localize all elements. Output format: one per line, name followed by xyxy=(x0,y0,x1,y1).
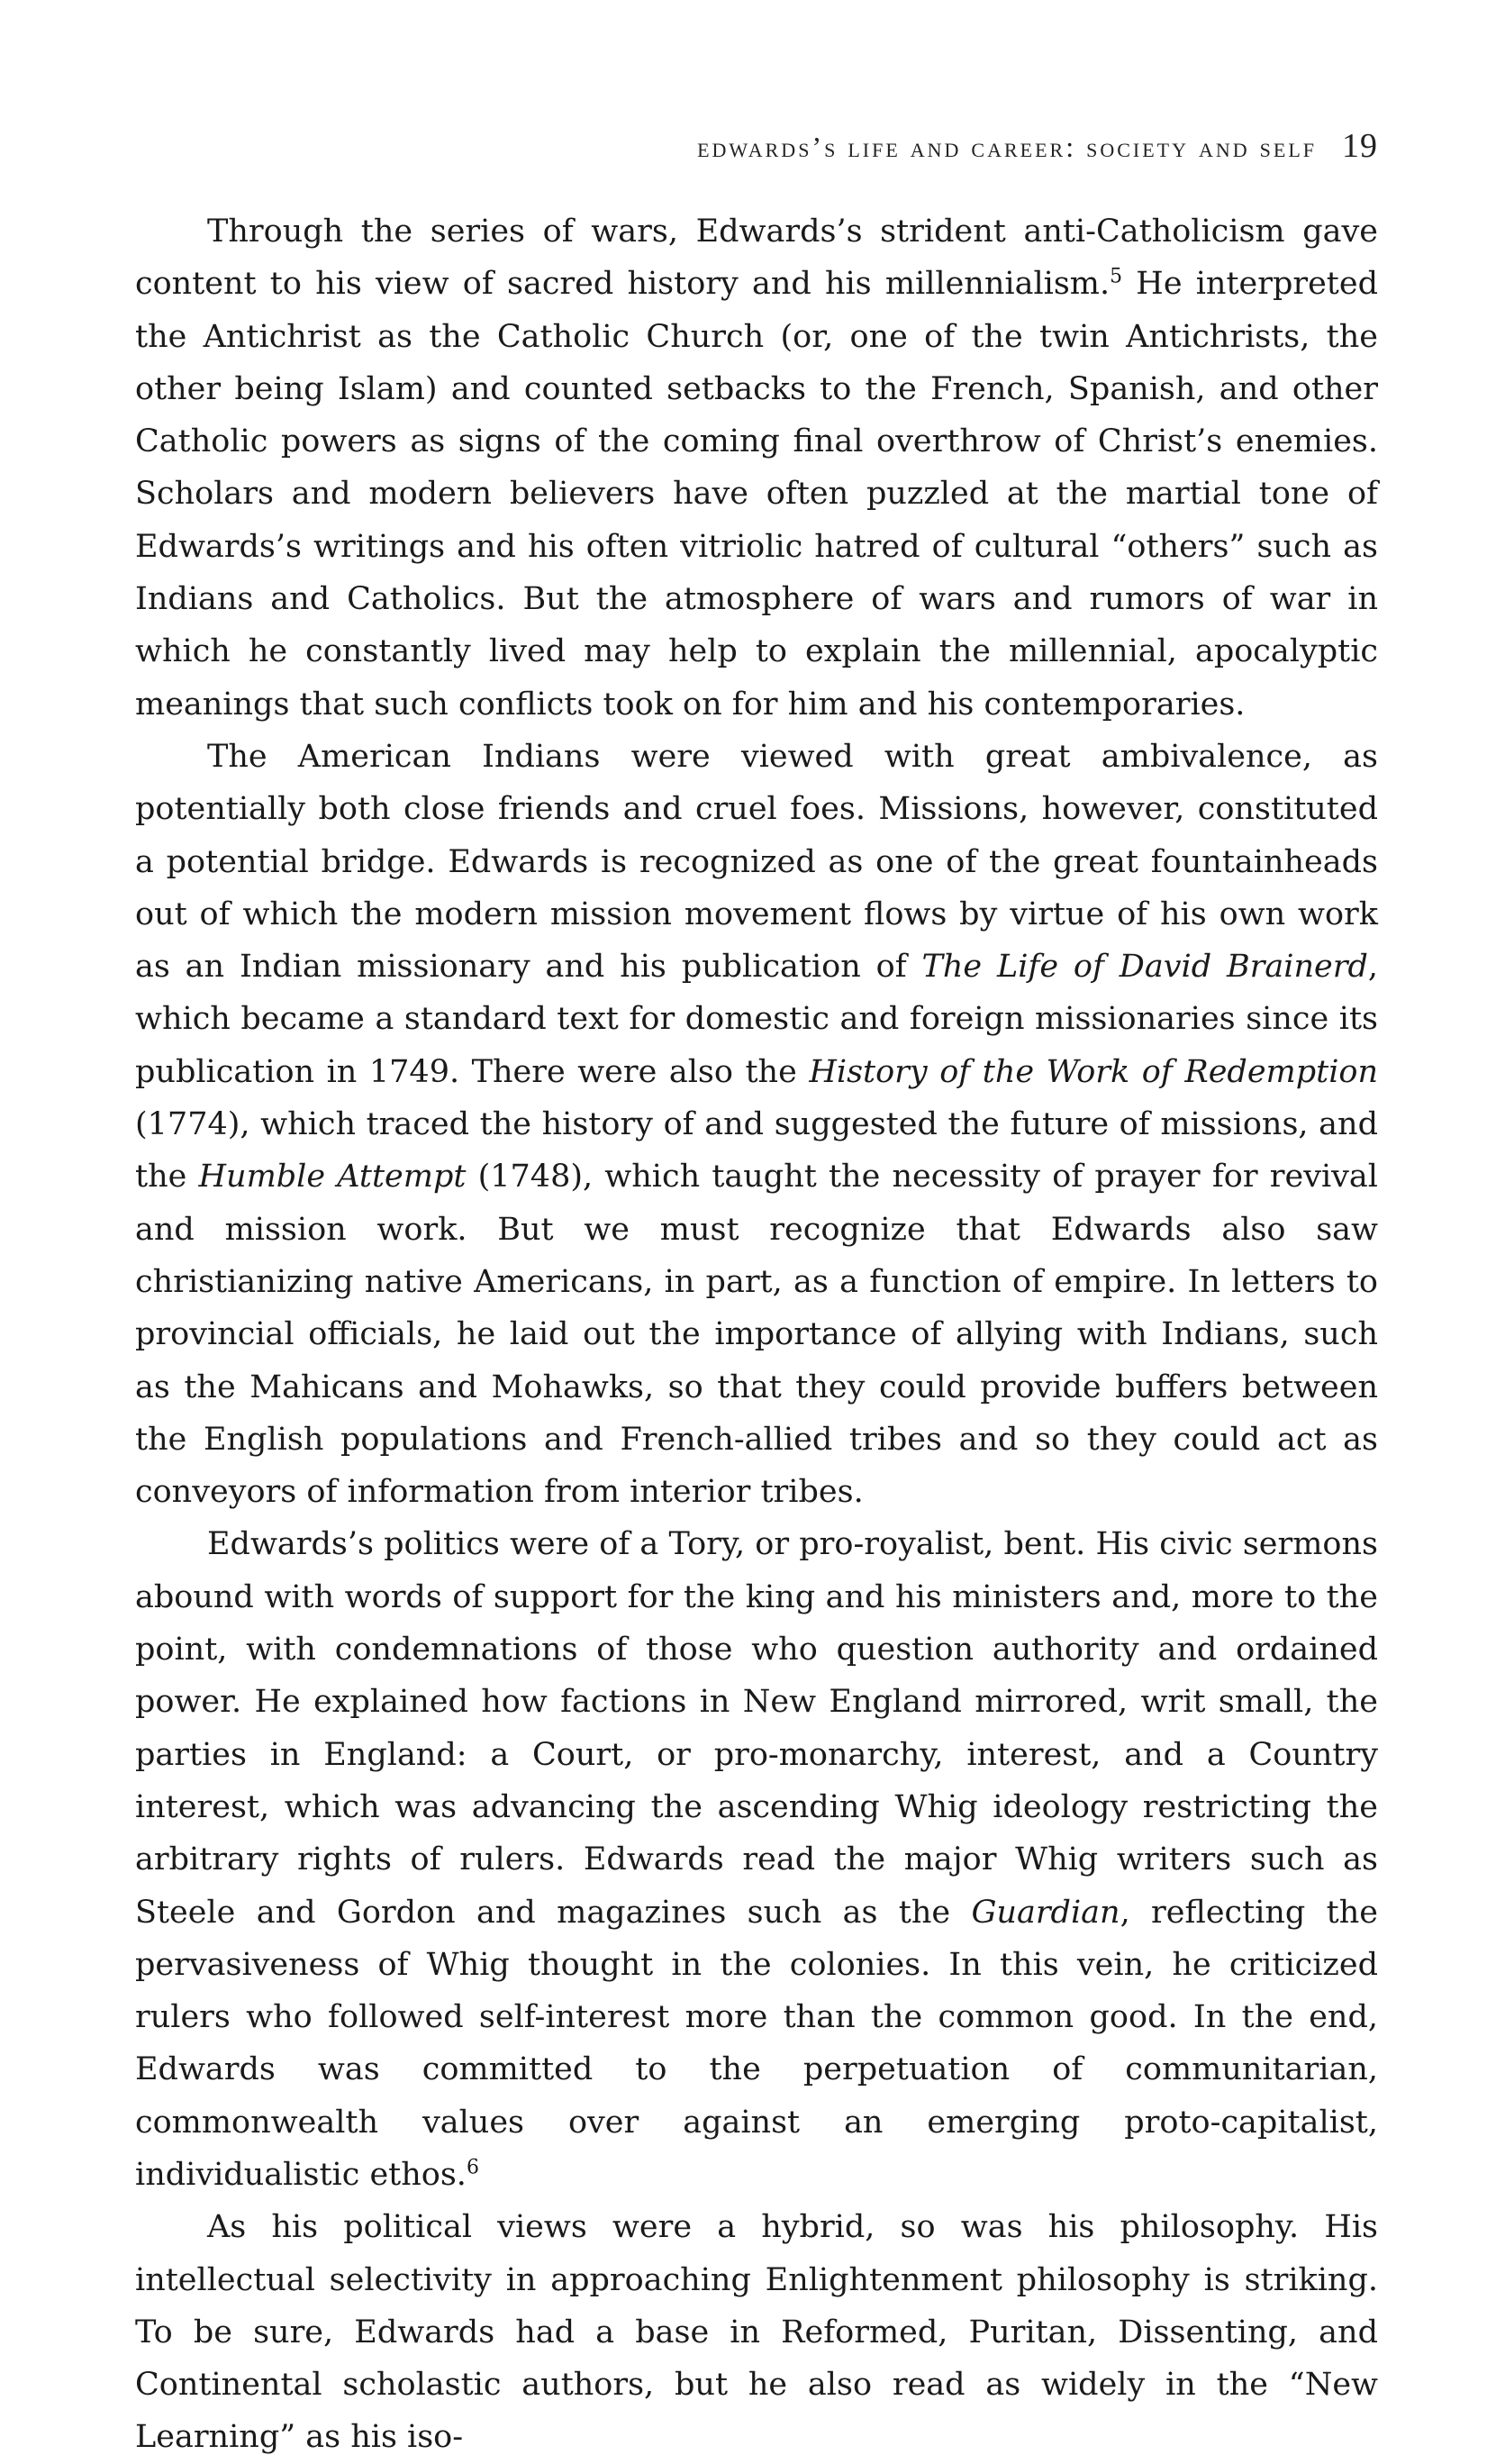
footnote-ref-6: 6 xyxy=(466,2156,479,2179)
page-number: 19 xyxy=(1342,127,1378,165)
book-page xyxy=(135,0,1378,2456)
footnote-ref-5: 5 xyxy=(1110,265,1123,288)
title-guardian: Guardian xyxy=(971,1894,1120,1931)
body-text xyxy=(135,205,1378,2464)
running-head xyxy=(135,126,1378,171)
paragraph-3: Edwards’s politics were of a Tory, or pro-royalist, bent. His civic sermons abound with words of support for the king and his ministers and, more to the point, with condemnations of those who question authority and ordained power. He explained how factions in New England mirrored, writ small, the parties in England: a Court, or pro-monarchy, interest, and a Country interest, which was advancing the ascending Whig ideology restricting the arbitrary rights of rulers. Edwards read the major Whig writers such as Steele and Gordon and magazines such as the Guardian, reflecting the pervasiveness of Whig thought in the colonies. In this vein, he criticized rulers who followed self-interest more than the common good. In the end, Edwards was committed to the perpetuation of communitarian, commonwealth values over against an emerging proto-capitalist, individualistic ethos.$^6$ xyxy=(135,1526,1378,2193)
running-title: edwards’s life and career: society and self xyxy=(697,131,1317,163)
paragraph-1: Through the series of wars, Edwards’s strident anti-Catholicism gave content to his view of sacred history and his millennialism.$^5$ He interpreted the Antichrist as the Catholic Church (or, one of the twin Antichrists, the other being Islam) and counted setbacks to the French, Spanish, and other Catholic powers as signs of the coming final overthrow of Christ’s enemies. Scholars and modern believers have often puzzled at the martial tone of Edwards’s writings and his often vitriolic hatred of cultural “others” such as Indians and Catholics. But the atmosphere of wars and rumors of war in which he constantly lived may help to explain the millennial, apocalyptic meanings that such conflicts took on for him and his contemporaries. xyxy=(135,214,1378,723)
title-humble-attempt: Humble Attempt xyxy=(198,1159,467,1196)
title-history-of-redemption: History of the Work of Redemption xyxy=(809,1053,1378,1090)
title-life-of-david-brainerd: The Life of David Brainerd xyxy=(921,949,1368,986)
paragraph-4: As his political views were a hybrid, so was his philosophy. His intellectual selectivity in approaching Enlightenment philosophy is striking. To be sure, Edwards had a base in Reformed, Puritan, Dissenting, and Continental scholastic authors, but he also read as widely in the “New Learning” as his iso- xyxy=(135,2209,1378,2456)
paragraph-2: The American Indians were viewed with great ambivalence, as potentially both close friends and cruel foes. Missions, however, constituted a potential bridge. Edwards is recognized as one of the great fountainheads out of which the modern mission movement flows by virtue of his own work as an Indian missionary and his publication of The Life of David Brainerd, which became a standard text for domestic and foreign missionaries since its publication in 1749. There were also the History of the Work of Redemption (1774), which traced the history of and suggested the future of missions, and the Humble Attempt (1748), which taught the necessity of prayer for revival and mission work. But we must recognize that Edwards also saw christianizing native Americans, in part, as a function of empire. In letters to provincial officials, he laid out the importance of allying with Indians, such as the Mahicans and Mohawks, so that they could provide buffers between the English populations and French-allied tribes and so they could act as conveyors of information from interior tribes. xyxy=(135,738,1378,1511)
